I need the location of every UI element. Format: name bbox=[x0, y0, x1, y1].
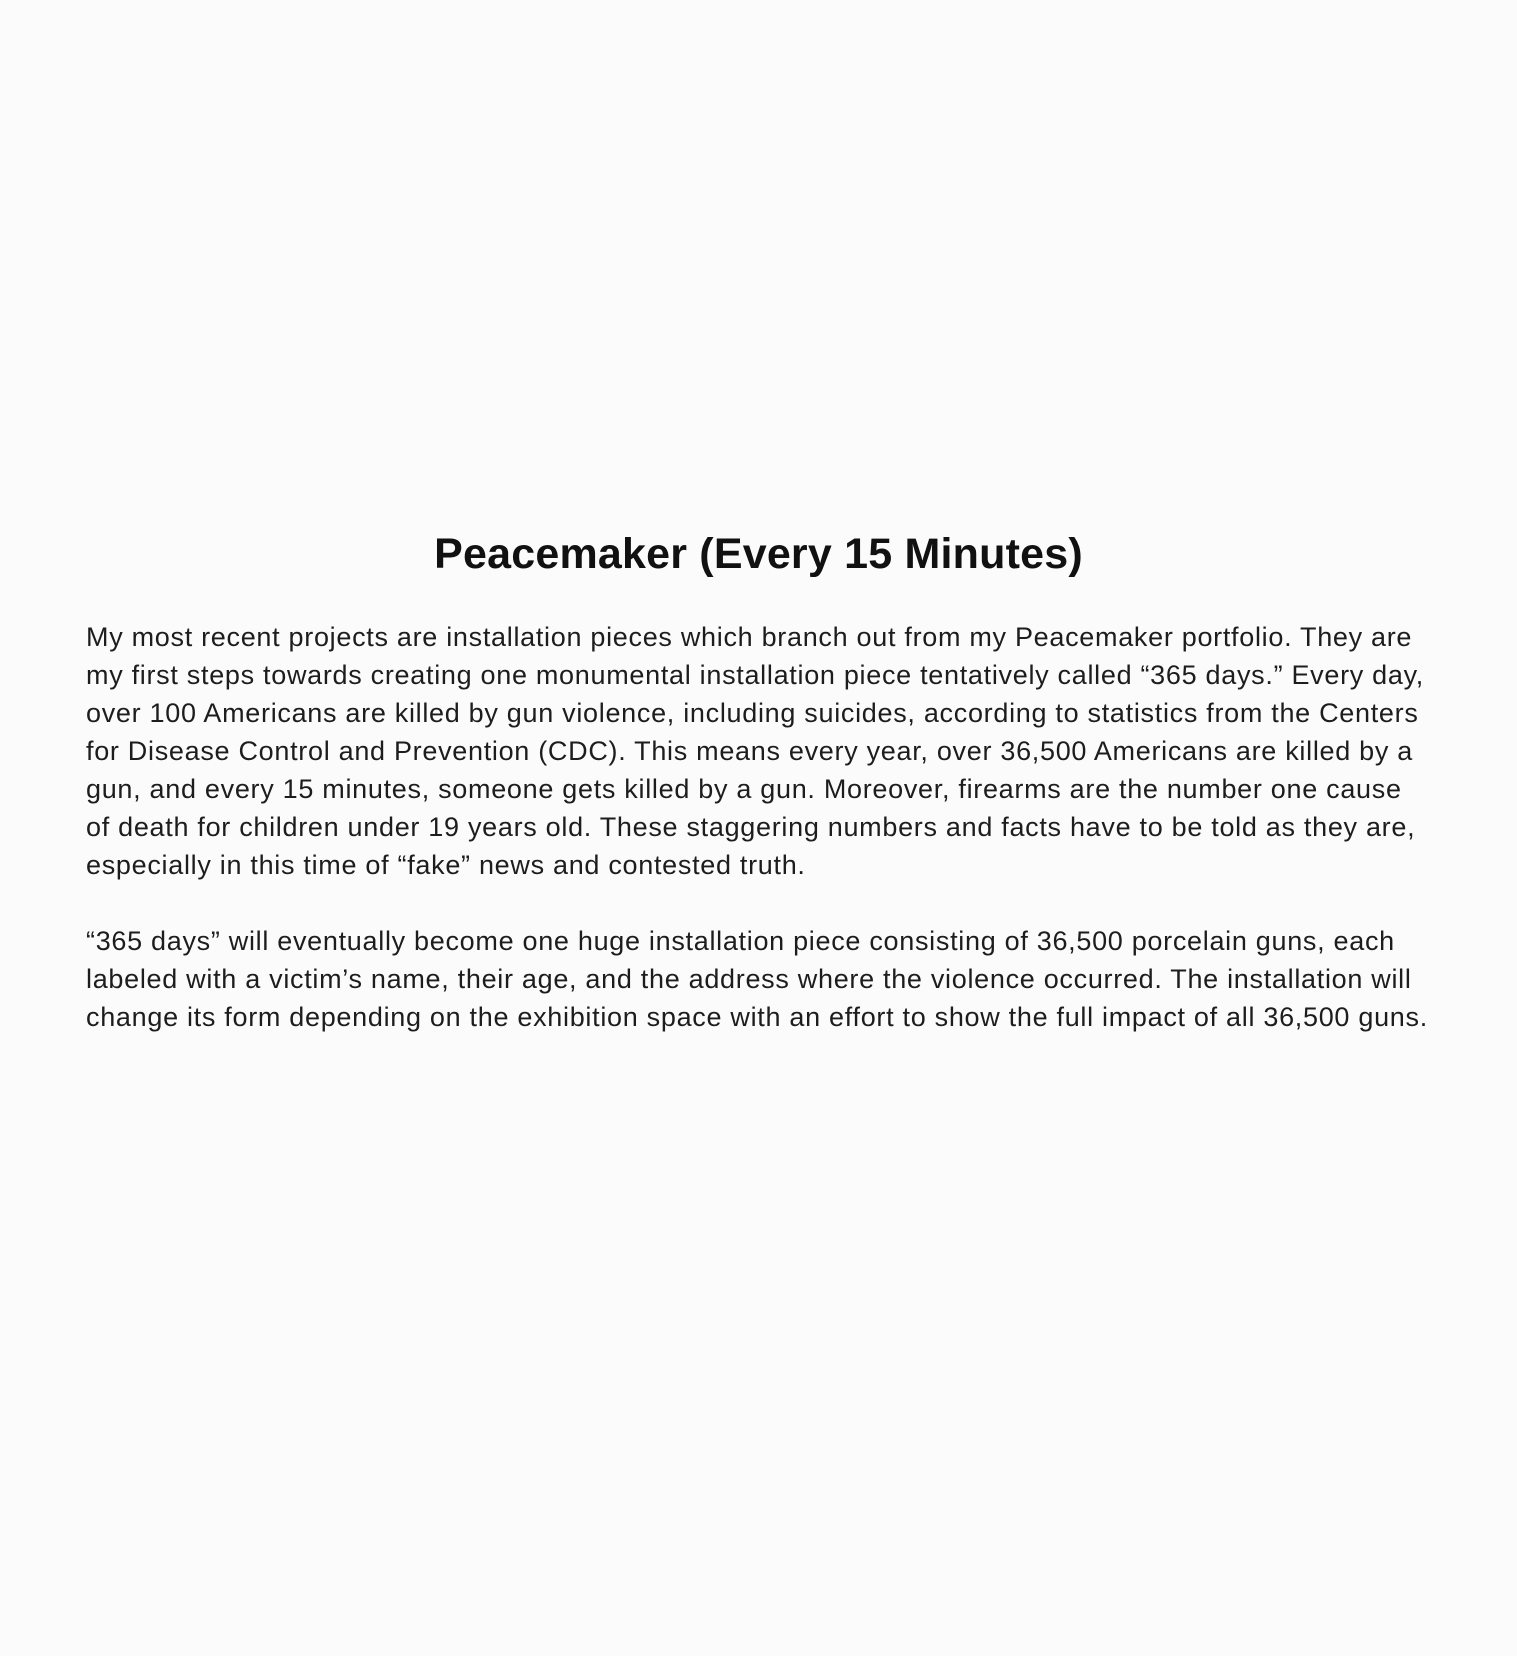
description-paragraph-1: My most recent projects are installation pieces which branch out from my Peacemaker portfolio. They are my first steps towards creating one monumental installation piece tentatively called “365 days.” Every day, over 100 Americans are killed by gun violence, including suicides, according to statistics from the Centers for Disease Control and Prevention (CDC). This means every year, over 36,500 Americans are killed by a gun, and every 15 minutes, someone gets killed by a gun. Moreover, firearms are the number one cause of death for children under 19 years old. These staggering numbers and facts have to be told as they are, especially in this time of “fake” news and contested truth. bbox=[86, 622, 1425, 880]
project-description bbox=[86, 520, 1431, 1036]
description-paragraph-2: “365 days” will eventually become one huge installation piece consisting of 36,500 porcelain guns, each labeled with a victim’s name, their age, and the address where the violence occurred. The installation will change its form depending on the exhibition space with an effort to show the full impact of all 36,500 guns. bbox=[86, 926, 1428, 1032]
page-title: Peacemaker (Every 15 Minutes) bbox=[434, 530, 1083, 578]
